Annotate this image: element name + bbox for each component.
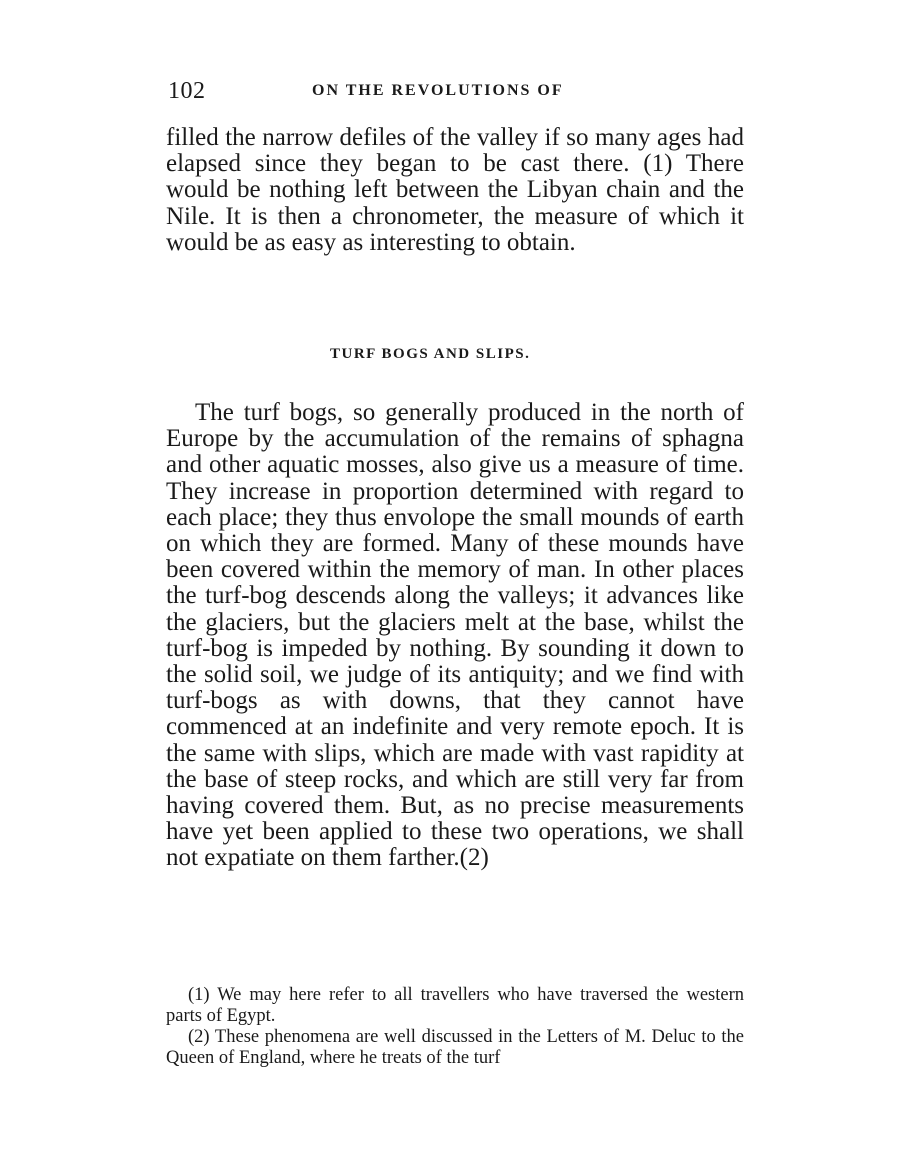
running-title: ON THE REVOLUTIONS OF — [312, 82, 564, 99]
page-number: 102 — [168, 78, 206, 104]
body-paragraph-continued: filled the narrow defiles of the valley if so many ages had elapsed since they began to be cast there. (1) There would be nothing left between the Libyan chain and the Nile. It is then a chronometer, the measure of which it would be as easy as interesting to obtain. — [166, 124, 744, 256]
footnote-1: (1) We may here refer to all travellers who have traversed the western parts of Egypt. — [166, 985, 744, 1026]
footnotes — [166, 985, 744, 1069]
footnote-2: (2) These phenomena are well discussed in the Letters of M. Deluc to the Queen of England, where he treats of the turf — [166, 1027, 744, 1068]
body-paragraph-turf-bogs: The turf bogs, so generally produced in the north of Europe by the accumulation of the remains of sphagna and other aquatic mosses, also give us a measure of time. They increase in proportion determined with regard to each place; they thus envolope the small mounds of earth on which they are formed. Many of these mounds have been covered within the memory of man. In other places the turf-bog descends along the valleys; it advances like the glaciers, but the glaciers melt at the base, whilst the turf-bog is impeded by nothing. By sounding it down to the solid soil, we judge of its antiquity; and we find with turf-bogs as with downs, that they cannot have commenced at an indefinite and very remote epoch. It is the same with slips, which are made with vast rapidity at the base of steep rocks, and which are still very far from having covered them. But, as no precise measurements have yet been applied to these two operations, we shall not expatiate on them farther.(2) — [166, 399, 744, 872]
running-head — [168, 78, 742, 108]
section-heading: TURF BOGS AND SLIPS. — [330, 346, 531, 362]
